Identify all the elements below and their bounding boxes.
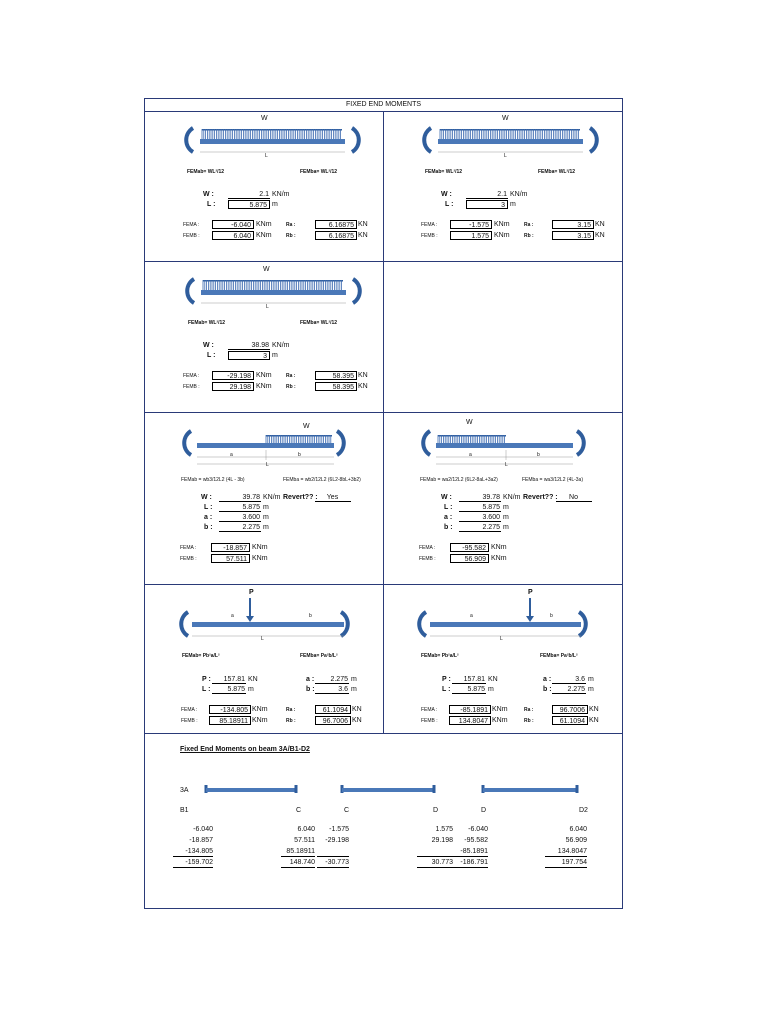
sum-value: 1.575	[435, 826, 453, 833]
fema-label: FEMA :	[183, 222, 200, 228]
femb-label: FEMB :	[421, 233, 438, 239]
continuous-beam-diagram	[145, 775, 622, 815]
fem-ba-formula: FEMba= Pa²b/L²	[540, 653, 578, 659]
point-load-beam-diagram	[145, 586, 383, 646]
rb-label: Rb :	[286, 233, 296, 239]
w-value[interactable]: 39.78	[219, 493, 261, 502]
b-label: b	[537, 452, 540, 458]
ra-label: Ra :	[524, 222, 534, 228]
l-value[interactable]: 5.875	[452, 685, 486, 694]
a-unit: m	[588, 676, 594, 683]
left-moment-arc	[419, 612, 426, 636]
fema-unit: KNm	[256, 221, 272, 228]
beam-bar	[197, 443, 334, 448]
l-value[interactable]: 5.875	[228, 200, 270, 209]
rb-label: Rb :	[286, 384, 296, 390]
summary-title: Fixed End Moments on beam 3A/B1-D2	[180, 746, 310, 753]
femb-value: 57.511	[211, 554, 250, 563]
partial-udl-beam-diagram	[384, 414, 622, 474]
w-row-label: W :	[203, 342, 214, 349]
sum-total: -186.791	[453, 858, 488, 868]
rb-unit: KN	[589, 717, 599, 724]
fema-label: FEMA :	[419, 545, 436, 551]
p-value[interactable]: 157.81	[212, 675, 246, 684]
a-label: a	[230, 452, 233, 458]
femb-label: FEMB :	[183, 384, 200, 390]
row-divider	[145, 733, 622, 734]
fem-ab-formula: FEMab= WL²/12	[188, 320, 226, 326]
panel-udl-3	[145, 263, 383, 412]
femb-unit: KNm	[252, 717, 268, 724]
l-label: L	[265, 153, 268, 159]
femb-unit: KNm	[256, 232, 272, 239]
l-label: L	[266, 462, 269, 468]
fema-label: FEMA :	[180, 545, 197, 551]
right-moment-arc	[590, 128, 597, 152]
w-row-label: W :	[441, 494, 452, 501]
femb-unit: KNm	[491, 555, 507, 562]
udl-beam-diagram	[145, 112, 383, 172]
fema-value: -18.857	[211, 543, 250, 552]
beam-bar	[201, 290, 346, 295]
l-row-label: L :	[204, 504, 213, 511]
beam-bar	[438, 139, 583, 144]
a-value[interactable]: 3.600	[219, 513, 261, 522]
w-label: W	[261, 115, 268, 122]
l-unit: m	[248, 686, 254, 693]
fem-ab-formula: FEMab= WL²/12	[425, 169, 463, 175]
femb-value: 85.18911	[209, 716, 251, 725]
ra-unit: KN	[595, 221, 605, 228]
sheet-title: FIXED END MOMENTS	[145, 99, 622, 112]
femb-unit: KNm	[252, 555, 268, 562]
a-row-label: a :	[444, 514, 453, 521]
fema-unit: KNm	[492, 706, 508, 713]
femb-label: FEMB :	[419, 556, 436, 562]
l-unit: m	[510, 201, 516, 208]
w-unit: KN/m	[510, 191, 528, 198]
revert-label: Revert?? :	[283, 494, 318, 501]
row-divider	[145, 412, 622, 413]
left-moment-arc	[423, 431, 430, 455]
sum-value: 56.909	[565, 837, 587, 844]
beam-span-3	[483, 788, 577, 792]
w-value[interactable]: 38.98	[228, 341, 270, 350]
beam-bar	[200, 139, 345, 144]
left-moment-arc	[186, 128, 193, 152]
femb-label: FEMB :	[183, 233, 200, 239]
sum-value: -29.198	[325, 837, 349, 844]
rb-value: 96.7006	[315, 716, 351, 725]
w-value[interactable]: 2.1	[466, 190, 508, 199]
load-arrowhead	[246, 616, 254, 622]
l-unit: m	[263, 504, 269, 511]
femb-value: 134.8047	[449, 716, 491, 725]
w-row-label: W :	[441, 191, 452, 198]
l-label: L	[500, 636, 503, 642]
sum-value: -134.805	[173, 847, 213, 857]
panel-point-load-2	[384, 586, 622, 733]
b-value[interactable]: 2.275	[219, 523, 261, 532]
load-arrowhead	[526, 616, 534, 622]
summary-section	[145, 735, 622, 907]
fem-ba-formula: FEMba= WL²/12	[300, 169, 338, 175]
sum-value: 6.040	[297, 826, 315, 833]
l-row-label: L :	[445, 201, 454, 208]
fem-ba-formula: FEMba= WL²/12	[538, 169, 576, 175]
rb-value: 3.15	[552, 231, 594, 240]
panel-udl-2	[384, 112, 622, 261]
fema-unit: KNm	[494, 221, 510, 228]
sum-total: -159.702	[173, 858, 213, 868]
panel-partial-udl-2	[384, 414, 622, 584]
rb-label: Rb :	[524, 233, 534, 239]
sum-value: -1.575	[329, 826, 349, 833]
fema-label: FEMA :	[183, 373, 200, 379]
femb-value: 1.575	[450, 231, 492, 240]
fema-unit: KNm	[491, 544, 507, 551]
b-value[interactable]: 3.6	[315, 685, 349, 694]
left-moment-arc	[187, 279, 194, 303]
ra-unit: KN	[352, 706, 362, 713]
ra-unit: KN	[358, 372, 368, 379]
beam-span-1	[206, 788, 296, 792]
b-value[interactable]: 2.275	[552, 685, 586, 694]
ra-value: 3.15	[552, 220, 594, 229]
a-value[interactable]: 2.275	[315, 675, 349, 684]
fema-value: -134.805	[209, 705, 251, 714]
sum-value	[417, 847, 453, 857]
fema-unit: KNm	[256, 372, 272, 379]
b-label: b	[298, 452, 301, 458]
a-value[interactable]: 3.6	[552, 675, 586, 684]
label-3a: 3A	[180, 787, 189, 794]
fem-ba-formula: FEMba = wa3/12L2 (4L-3a)	[522, 477, 584, 483]
fem-ba-formula: FEMba= Pa²b/L²	[300, 653, 338, 659]
w-value[interactable]: 39.78	[459, 493, 501, 502]
fem-sheet	[144, 98, 623, 909]
right-moment-arc	[352, 128, 359, 152]
rb-unit: KN	[352, 717, 362, 724]
rb-value: 6.16875	[315, 231, 357, 240]
l-value[interactable]: 3	[466, 200, 508, 209]
udl-hatch	[202, 129, 342, 140]
p-label: P	[528, 589, 533, 596]
l-unit: m	[272, 201, 278, 208]
right-moment-arc	[577, 431, 584, 455]
rb-value: 58.395	[315, 382, 357, 391]
w-label: W	[466, 419, 473, 426]
b-row-label: b :	[444, 524, 453, 531]
femb-label: FEMB :	[180, 556, 197, 562]
sum-value: 29.198	[431, 837, 453, 844]
l-unit: m	[272, 352, 278, 359]
fem-ba-formula: FEMba= WL²/12	[300, 320, 338, 326]
a-unit: m	[503, 514, 509, 521]
node-label: D	[481, 807, 487, 814]
a-label: a	[231, 613, 234, 619]
w-label: W	[502, 115, 509, 122]
fema-label: FEMA :	[181, 707, 198, 713]
w-value[interactable]: 2.1	[228, 190, 270, 199]
fem-ab-formula: FEMab= WL²/12	[187, 169, 225, 175]
l-value[interactable]: 5.875	[212, 685, 246, 694]
ra-label: Ra :	[286, 707, 296, 713]
fem-ba-formula: FEMba = wb2/12L2 (6L2-8bL+3b2)	[283, 477, 361, 483]
a-unit: m	[351, 676, 357, 683]
sum-value: -18.857	[189, 837, 213, 844]
rb-label: Rb :	[286, 718, 296, 724]
b-label: b	[309, 613, 312, 619]
l-row-label: L :	[202, 686, 211, 693]
b-label: b	[550, 613, 553, 619]
row-divider	[145, 261, 622, 262]
rb-label: Rb :	[524, 718, 534, 724]
ra-value: 58.395	[315, 371, 357, 380]
l-value[interactable]: 5.875	[219, 503, 261, 512]
right-moment-arc	[353, 279, 360, 303]
ra-label: Ra :	[524, 707, 534, 713]
ra-value: 61.1094	[315, 705, 351, 714]
fem-ab-formula: FEMab= Pb²a/L²	[182, 653, 220, 659]
l-value[interactable]: 3	[228, 351, 270, 360]
ra-unit: KN	[358, 221, 368, 228]
panel-partial-udl-1	[145, 414, 383, 584]
fema-label: FEMA :	[421, 707, 438, 713]
revert-select[interactable]: No	[556, 493, 592, 502]
a-row-label: a :	[543, 676, 552, 683]
l-unit: m	[503, 504, 509, 511]
l-row-label: L :	[442, 686, 451, 693]
p-unit: KN	[248, 676, 258, 683]
w-label: W	[303, 423, 310, 430]
w-unit: KN/m	[263, 494, 281, 501]
b-unit: m	[263, 524, 269, 531]
p-unit: KN	[488, 676, 498, 683]
femb-value: 29.198	[212, 382, 254, 391]
p-label: P	[249, 589, 254, 596]
sum-value: 6.040	[569, 826, 587, 833]
rb-unit: KN	[595, 232, 605, 239]
row-divider	[145, 584, 622, 585]
fem-ab-formula: FEMab= Pb²a/L²	[421, 653, 459, 659]
l-row-label: L :	[207, 352, 216, 359]
node-label: D2	[579, 807, 588, 814]
b-row-label: b :	[543, 686, 552, 693]
revert-label: Revert?? :	[523, 494, 558, 501]
fema-unit: KNm	[252, 544, 268, 551]
rb-value: 61.1094	[552, 716, 588, 725]
femb-label: FEMB :	[181, 718, 198, 724]
l-row-label: L :	[207, 201, 216, 208]
sum-value: 85.18911	[281, 847, 315, 857]
femb-label: FEMB :	[421, 718, 438, 724]
beam-span-2	[342, 788, 434, 792]
p-value[interactable]: 157.81	[452, 675, 486, 684]
w-label: W	[263, 266, 270, 273]
sum-value: -85.1891	[453, 847, 488, 857]
fema-value: -85.1891	[449, 705, 491, 714]
node-label: B1	[180, 807, 189, 814]
l-label: L	[266, 304, 269, 310]
sum-value: -6.040	[468, 826, 488, 833]
sum-value: 57.511	[294, 837, 315, 844]
sum-total: 30.773	[417, 858, 453, 868]
b-unit: m	[588, 686, 594, 693]
w-unit: KN/m	[503, 494, 521, 501]
udl-beam-diagram	[145, 263, 383, 323]
fema-label: FEMA :	[421, 222, 438, 228]
beam-bar	[436, 443, 573, 448]
udl-beam-diagram	[384, 112, 622, 172]
fema-value: -1.575	[450, 220, 492, 229]
udl-hatch	[438, 435, 506, 444]
udl-hatch	[440, 129, 580, 140]
l-value[interactable]: 5.875	[459, 503, 501, 512]
ra-value: 96.7006	[552, 705, 588, 714]
fema-value: -6.040	[212, 220, 254, 229]
p-row-label: P :	[202, 676, 211, 683]
node-label: C	[344, 807, 350, 814]
rb-unit: KN	[358, 383, 368, 390]
w-row-label: W :	[201, 494, 212, 501]
a-label: a	[469, 452, 472, 458]
femb-unit: KNm	[492, 717, 508, 724]
fem-ab-formula: FEMab = wb3/12L2 (4L - 3b)	[181, 477, 245, 483]
l-label: L	[504, 153, 507, 159]
udl-hatch	[266, 435, 332, 444]
l-label: L	[261, 636, 264, 642]
a-unit: m	[263, 514, 269, 521]
panel-udl-1	[145, 112, 383, 261]
point-load-beam-diagram	[384, 586, 622, 646]
sum-total: -30.773	[317, 858, 349, 868]
right-moment-arc	[337, 431, 344, 455]
b-row-label: b :	[204, 524, 213, 531]
a-value[interactable]: 3.600	[459, 513, 501, 522]
fema-unit: KNm	[252, 706, 268, 713]
rb-unit: KN	[358, 232, 368, 239]
a-row-label: a :	[306, 676, 315, 683]
ra-value: 6.16875	[315, 220, 357, 229]
femb-value: 6.040	[212, 231, 254, 240]
b-unit: m	[351, 686, 357, 693]
femb-value: 56.909	[450, 554, 489, 563]
beam-bar	[192, 622, 344, 627]
left-moment-arc	[424, 128, 431, 152]
w-row-label: W :	[203, 191, 214, 198]
panel-point-load-1	[145, 586, 383, 733]
l-unit: m	[488, 686, 494, 693]
b-unit: m	[503, 524, 509, 531]
beam-bar	[430, 622, 581, 627]
fem-ab-formula: FEMab = wa2/12L2 (6L2-8aL+3a2)	[420, 477, 498, 483]
sum-total: 148.740	[281, 858, 315, 868]
left-moment-arc	[184, 431, 191, 455]
b-row-label: b :	[306, 686, 315, 693]
a-row-label: a :	[204, 514, 213, 521]
node-label: D	[433, 807, 439, 814]
l-row-label: L :	[444, 504, 453, 511]
fema-value: -29.198	[212, 371, 254, 380]
ra-unit: KN	[589, 706, 599, 713]
femb-unit: KNm	[494, 232, 510, 239]
udl-hatch	[203, 280, 343, 291]
sum-value	[317, 847, 349, 857]
node-label: C	[296, 807, 302, 814]
partial-udl-beam-diagram	[145, 414, 383, 474]
w-unit: KN/m	[272, 342, 290, 349]
b-value[interactable]: 2.275	[459, 523, 501, 532]
p-row-label: P :	[442, 676, 451, 683]
sum-value: 134.8047	[545, 847, 587, 857]
sum-value: -95.582	[464, 837, 488, 844]
revert-select[interactable]: Yes	[315, 493, 351, 502]
ra-label: Ra :	[286, 222, 296, 228]
w-unit: KN/m	[272, 191, 290, 198]
ra-label: Ra :	[286, 373, 296, 379]
left-moment-arc	[181, 612, 188, 636]
femb-unit: KNm	[256, 383, 272, 390]
a-label: a	[470, 613, 473, 619]
fema-value: -95.582	[450, 543, 489, 552]
l-label: L	[505, 462, 508, 468]
sum-total: 197.754	[545, 858, 587, 868]
sum-value: -6.040	[193, 826, 213, 833]
